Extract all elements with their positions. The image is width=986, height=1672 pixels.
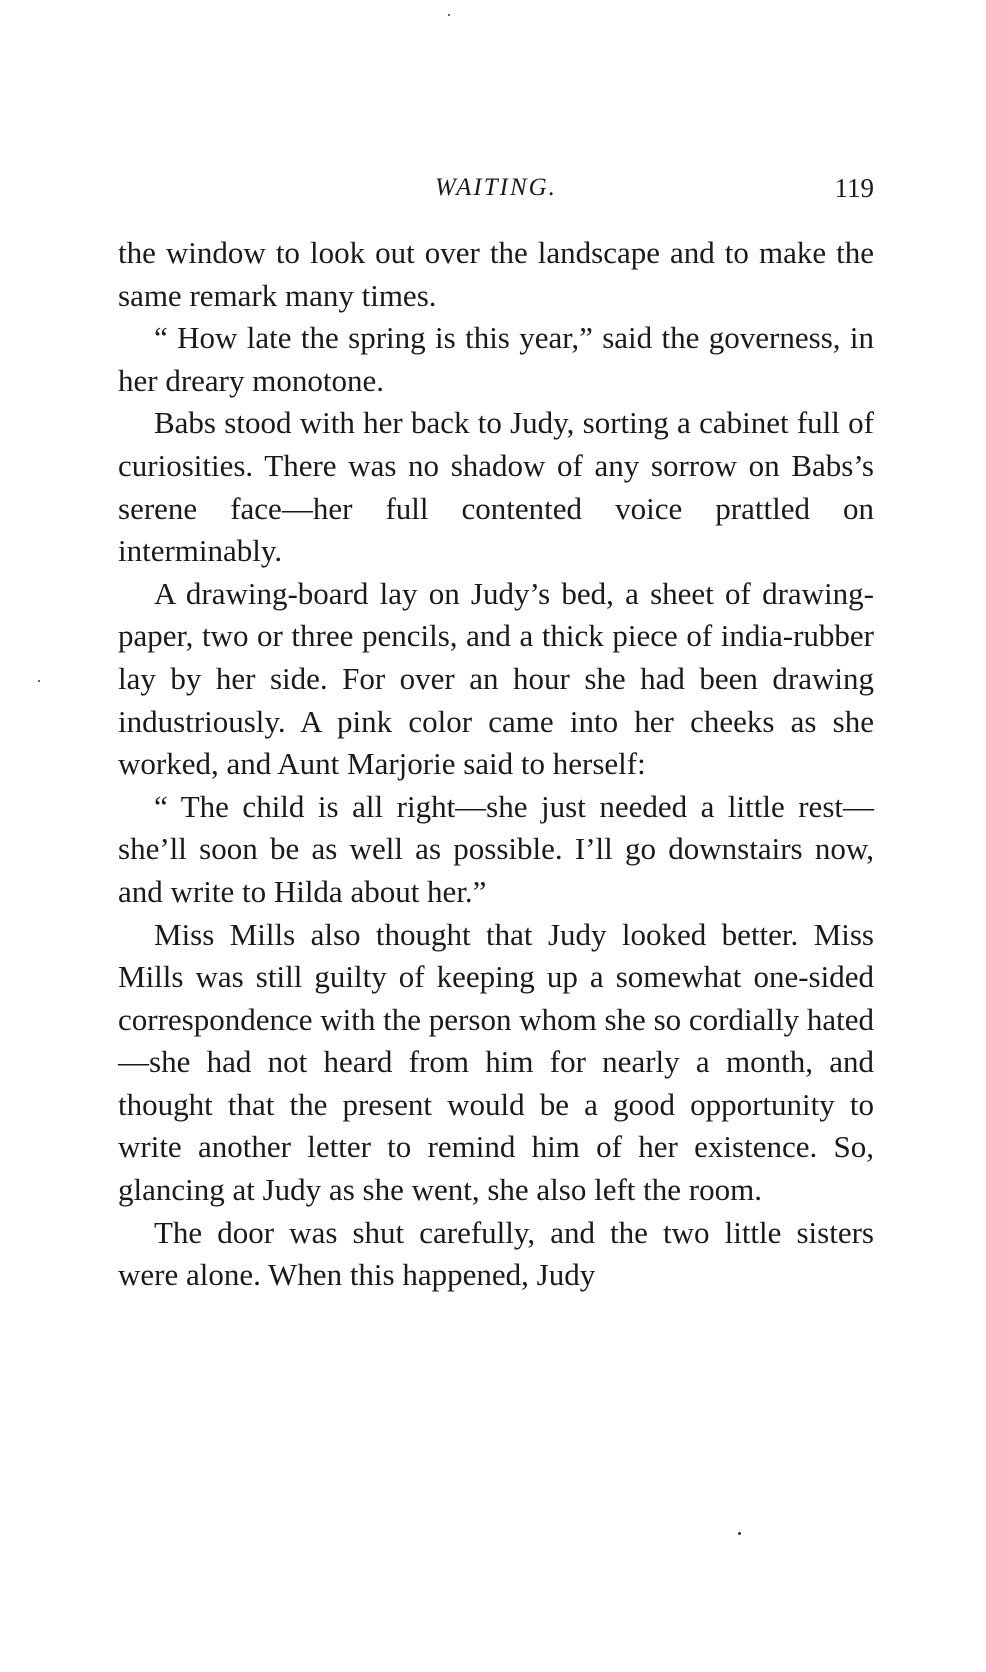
- running-head: [118, 168, 874, 208]
- paragraph: the window to look out over the landscape and to make the same remark many times.: [118, 235, 874, 313]
- running-title: WAITING.: [435, 174, 557, 201]
- print-speck: [38, 680, 40, 682]
- paragraph: “ How late the spring is this year,” said the governess, in her dreary monotone.: [118, 320, 874, 398]
- print-speck: [448, 14, 450, 16]
- page-number: 119: [834, 173, 874, 203]
- print-speck: [738, 1532, 741, 1535]
- body-text: [118, 232, 874, 1297]
- paragraph: The door was shut carefully, and the two little sisters were alone. When this happened, Judy: [118, 1214, 874, 1293]
- paragraph: Miss Mills also thought that Judy looked better. Miss Mills was still guilty of keeping up a somewhat one-sided correspondence with the person whom she so cordially hated—she had not heard from him for nearly a month, and thought that the present would be a good opportunity to write another letter to remind him of her existence. So, glancing at Judy as she went, she also left the room.: [118, 916, 874, 1208]
- paragraph: A drawing-board lay on Judy’s bed, a sheet of drawing-paper, two or three pencils, and a thick piece of india-rubber lay by her side. For over an hour she had been drawing industriously. A pink color came into her cheeks as she worked, and Aunt Marjorie said to herself:: [118, 575, 874, 782]
- paragraph: “ The child is all right—she just needed a little rest—she’ll soon be as well as possible. I’ll go downstairs now, and write to Hilda about her.”: [118, 788, 874, 909]
- paragraph: Babs stood with her back to Judy, sorting a cabinet full of curiosities. There was no shadow of any sorrow on Babs’s serene face—her full contented voice prattled on interminably.: [118, 405, 874, 569]
